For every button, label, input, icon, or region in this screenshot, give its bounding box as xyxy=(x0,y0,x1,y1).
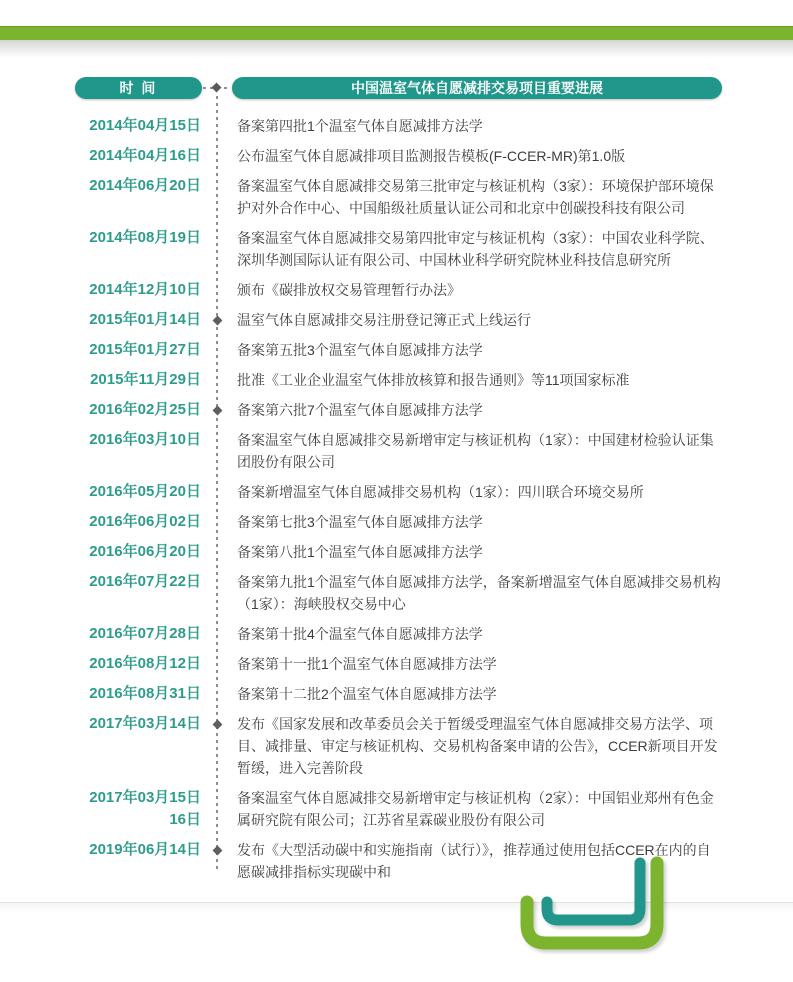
row-date-line1: 2015年11月29日 xyxy=(90,371,201,388)
row-date-line2: 16日 xyxy=(169,811,201,828)
row-desc: 备案温室气体自愿减排交易新增审定与核证机构（1家）：中国建材检验认证集团股份有限公司 xyxy=(237,432,714,470)
page-title xyxy=(232,77,722,99)
row-desc: 备案温室气体自愿减排交易新增审定与核证机构（2家）：中国铝业郑州有色金属研究院有限公司；江苏省星霖碳业股份有限公司 xyxy=(237,790,714,828)
row-marker-diamond-icon xyxy=(212,719,222,729)
row-desc: 备案第十批4个温室气体自愿减排方法学 xyxy=(237,626,483,642)
row-date-line1: 2016年05月20日 xyxy=(89,483,201,500)
timeline-row xyxy=(0,713,793,779)
row-date xyxy=(0,839,201,883)
row-date-line1: 2016年07月28日 xyxy=(89,625,201,642)
row-date xyxy=(0,541,201,563)
timeline-rows xyxy=(0,115,793,891)
timeline-row xyxy=(0,175,793,219)
top-accent-bar xyxy=(0,26,793,41)
row-date xyxy=(0,653,201,675)
timeline-row xyxy=(0,369,793,391)
row-date xyxy=(0,227,201,271)
row-date-line1: 2015年01月27日 xyxy=(89,341,201,358)
timeline-row xyxy=(0,571,793,615)
timeline-row xyxy=(0,541,793,563)
diamond-node-icon xyxy=(212,83,222,93)
row-date-line1: 2017年03月15日 xyxy=(89,789,201,806)
row-date xyxy=(0,279,201,301)
timeline-row xyxy=(0,787,793,831)
row-marker-diamond-icon xyxy=(212,315,222,325)
row-desc: 备案第十二批2个温室气体自愿减排方法学 xyxy=(237,686,497,702)
row-date xyxy=(0,309,201,331)
row-date xyxy=(0,787,201,831)
row-date-line1: 2014年12月10日 xyxy=(89,281,201,298)
timeline-row xyxy=(0,145,793,167)
timeline-row xyxy=(0,339,793,361)
row-date-line1: 2014年06月20日 xyxy=(89,177,201,194)
row-desc: 备案温室气体自愿减排交易第三批审定与核证机构（3家）：环境保护部环境保护对外合作中心、中国船级社质量认证公司和北京中创碳投科技有限公司 xyxy=(237,178,714,216)
row-desc: 备案第五批3个温室气体自愿减排方法学 xyxy=(237,342,483,358)
row-date xyxy=(0,683,201,705)
timeline-row xyxy=(0,683,793,705)
row-date-line1: 2016年08月12日 xyxy=(89,655,201,672)
row-date xyxy=(0,145,201,167)
timeline-row xyxy=(0,115,793,137)
row-date xyxy=(0,175,201,219)
row-date-line1: 2016年02月25日 xyxy=(89,401,201,418)
timeline-row xyxy=(0,623,793,645)
page-title-label: 中国温室气体自愿减排交易项目重要进展 xyxy=(351,80,603,96)
row-date xyxy=(0,511,201,533)
row-desc: 温室气体自愿减排交易注册登记簿正式上线运行 xyxy=(237,312,531,328)
timeline-row xyxy=(0,227,793,271)
timeline-row xyxy=(0,309,793,331)
row-desc: 颁布《碳排放权交易管理暂行办法》 xyxy=(237,282,461,298)
row-marker-diamond-icon xyxy=(212,845,222,855)
row-desc: 备案第六批7个温室气体自愿减排方法学 xyxy=(237,402,483,418)
row-desc: 备案第四批1个温室气体自愿减排方法学 xyxy=(237,118,483,134)
row-date-line1: 2019年06月14日 xyxy=(89,841,201,858)
row-date-line1: 2017年03月14日 xyxy=(89,715,201,732)
row-desc: 备案新增温室气体自愿减排交易机构（1家）：四川联合环境交易所 xyxy=(237,484,644,500)
row-date-line1: 2014年08月19日 xyxy=(89,229,201,246)
row-desc: 备案温室气体自愿减排交易第四批审定与核证机构（3家）：中国农业科学院、深圳华测国际认证有限公司、中国林业科学研究院林业科技信息研究所 xyxy=(237,230,714,268)
row-marker-diamond-icon xyxy=(212,405,222,415)
timeline-row xyxy=(0,429,793,473)
row-date xyxy=(0,369,201,391)
timeline-row xyxy=(0,653,793,675)
row-date-line1: 2014年04月15日 xyxy=(89,117,201,134)
row-date-line1: 2014年04月16日 xyxy=(89,147,201,164)
row-date xyxy=(0,399,201,421)
time-column-header xyxy=(75,77,202,99)
row-desc: 批准《工业企业温室气体排放核算和报告通则》等11项国家标准 xyxy=(237,372,630,388)
row-date-line1: 2015年01月14日 xyxy=(89,311,201,328)
time-column-label: 时 间 xyxy=(119,80,158,96)
row-date xyxy=(0,713,201,779)
row-date xyxy=(0,339,201,361)
row-desc: 备案第七批3个温室气体自愿减排方法学 xyxy=(237,514,483,530)
timeline-row xyxy=(0,399,793,421)
row-date-line1: 2016年07月22日 xyxy=(89,573,201,590)
timeline-row xyxy=(0,279,793,301)
row-date xyxy=(0,429,201,473)
timeline-row xyxy=(0,511,793,533)
row-desc: 发布《大型活动碳中和实施指南（试行）》，推荐通过使用包括CCER在内的自愿碳减排指标实现碳中和 xyxy=(237,842,711,880)
row-desc: 备案第十一批1个温室气体自愿减排方法学 xyxy=(237,656,497,672)
row-date xyxy=(0,571,201,615)
row-date-line1: 2016年03月10日 xyxy=(89,431,201,448)
row-date xyxy=(0,115,201,137)
timeline-row xyxy=(0,481,793,503)
row-desc: 发布《国家发展和改革委员会关于暂缓受理温室气体自愿减排交易方法学、项目、减排量、审定与核证机构、交易机构备案申请的公告》，CCER新项目开发暂缓，进入完善阶段 xyxy=(237,716,718,776)
row-date-line1: 2016年06月20日 xyxy=(89,543,201,560)
top-bar-shadow xyxy=(0,40,793,58)
row-desc: 备案第八批1个温室气体自愿减排方法学 xyxy=(237,544,483,560)
row-date-line1: 2016年06月02日 xyxy=(89,513,201,530)
row-desc: 公布温室气体自愿减排项目监测报告模板(F-CCER-MR)第1.0版 xyxy=(237,148,626,164)
row-date xyxy=(0,623,201,645)
row-date-line1: 2016年08月31日 xyxy=(89,685,201,702)
row-date xyxy=(0,481,201,503)
row-desc: 备案第九批1个温室气体自愿减排方法学，备案新增温室气体自愿减排交易机构（1家）：海峡股权交易中心 xyxy=(237,574,721,612)
corner-bracket-decoration-icon xyxy=(505,850,680,975)
